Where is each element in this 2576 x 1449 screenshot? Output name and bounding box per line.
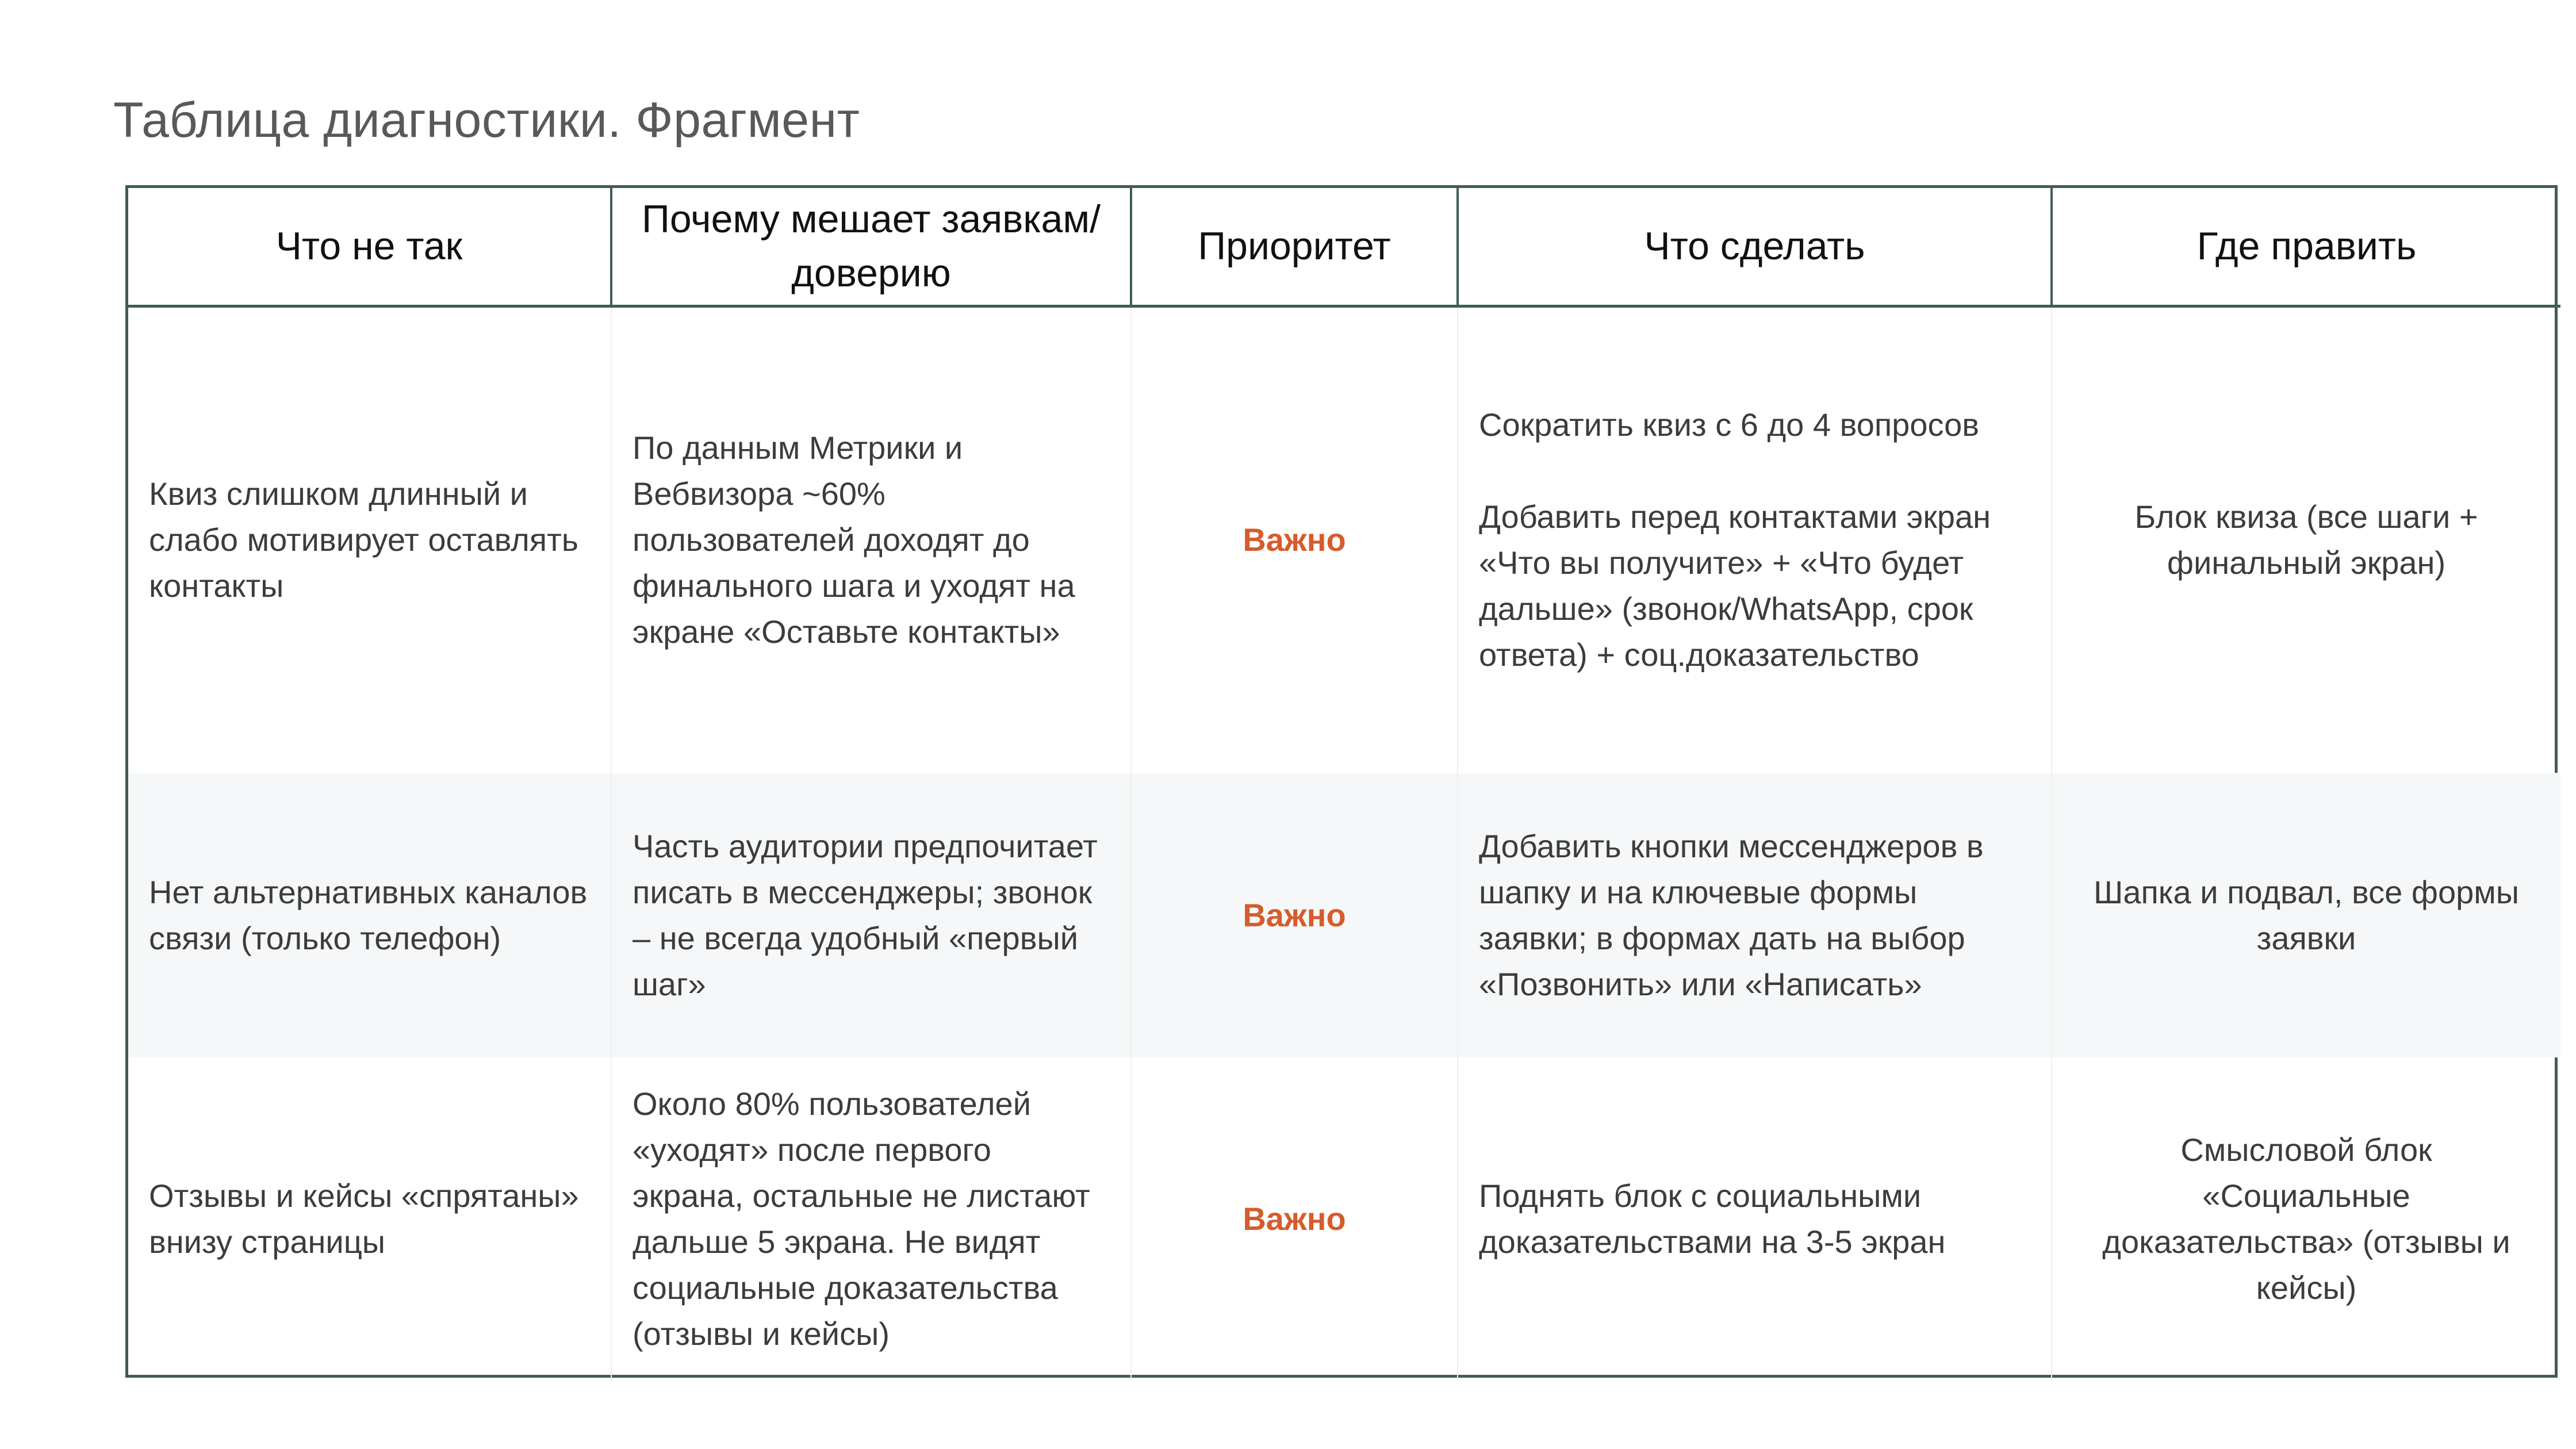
page-title: Таблица диагностики. Фрагмент <box>113 93 860 148</box>
cell-action <box>1458 1057 2052 1381</box>
cell-problem: Квиз слишком длинный и слабо мотивирует оставлять контакты <box>128 306 611 773</box>
cell-reason: По данным Метрики и Вебвизора ~60% пользователей доходят до финального шага и уходят на экране «Оставьте контакты» <box>611 306 1131 773</box>
header-problem: Что не так <box>128 188 611 306</box>
cell-problem: Нет альтернативных каналов связи (только телефон) <box>128 773 611 1057</box>
cell-reason: Часть аудитории предпочитает писать в мессенджеры; звонок – не всегда удобный «первый шаг» <box>611 773 1131 1057</box>
table-row <box>128 773 2560 1057</box>
diagnostics-table <box>125 185 2558 1378</box>
header-where: Где править <box>2052 188 2560 306</box>
priority-label: Важно <box>1131 1057 1458 1381</box>
cell-problem: Отзывы и кейсы «спрятаны» внизу страницы <box>128 1057 611 1381</box>
table-header-row <box>128 188 2560 306</box>
action-text: Сократить квиз с 6 до 4 вопросов <box>1479 407 1979 443</box>
action-text: Добавить перед контактами экран «Что вы получите» + «Что будет дальше» (звонок/WhatsApp, срок ответа) + соц.доказательство <box>1479 499 1991 673</box>
cell-where: Блок квиза (все шаги + финальный экран) <box>2134 499 2478 581</box>
header-action: Что сделать <box>1458 188 2052 306</box>
header-priority: Приоритет <box>1131 188 1458 306</box>
cell-where: Смысловой блок «Социальные доказательства» (отзывы и кейсы) <box>2102 1132 2510 1306</box>
priority-label: Важно <box>1131 773 1458 1057</box>
cell-where: Шапка и подвал, все формы заявки <box>2052 773 2560 1057</box>
action-text: Добавить кнопки мессенджеров в шапку и на ключевые формы заявки; в формах дать на выбор «Позвонить» или «Написать» <box>1479 827 1984 1002</box>
cell-reason: Около 80% пользователей «уходят» после первого экрана, остальные не листают дальше 5 экрана. Не видят социальные доказательства (отзывы и кейсы) <box>611 1057 1131 1381</box>
header-reason: Почему мешает заявкам/доверию <box>611 188 1131 306</box>
action-text: Поднять блок с социальными доказательствами на 3-5 экран <box>1479 1178 1946 1260</box>
cell-action <box>1458 773 2052 1057</box>
table-row <box>128 306 2560 773</box>
priority-label: Важно <box>1131 306 1458 773</box>
table-row <box>128 1057 2560 1381</box>
cell-action <box>1458 306 2052 773</box>
